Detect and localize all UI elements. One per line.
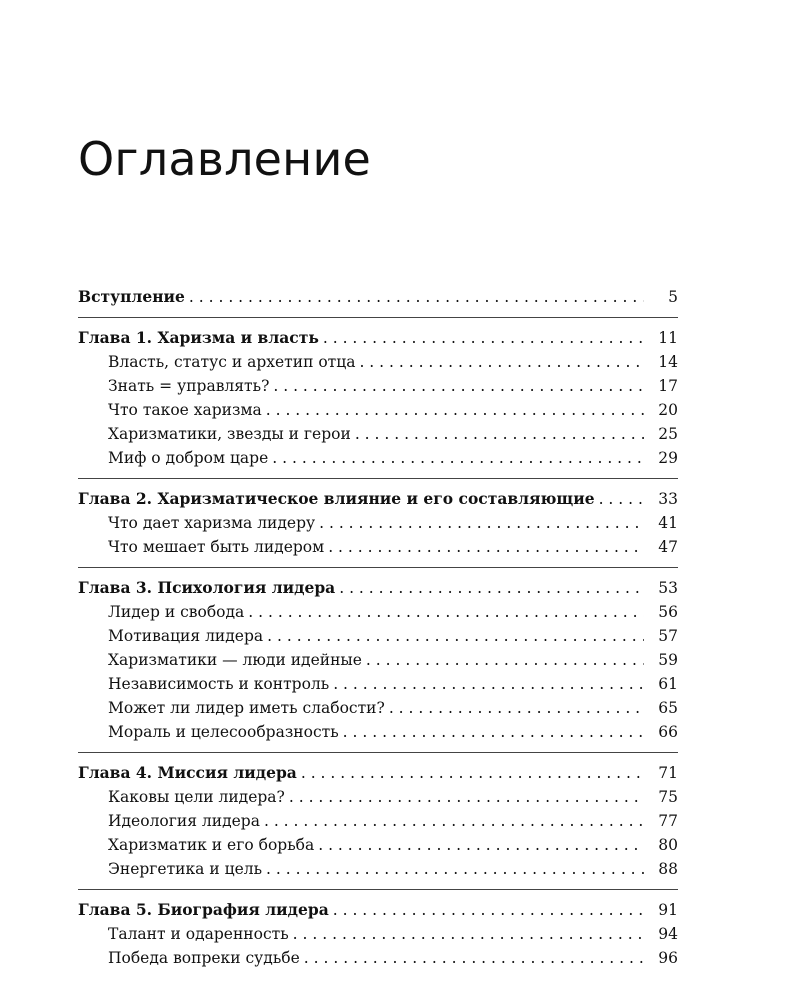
section-title: Энергетика и цель bbox=[108, 860, 263, 878]
toc-chapter-entry[interactable] bbox=[78, 898, 678, 922]
toc-chapter-entry[interactable] bbox=[78, 326, 678, 350]
page-number: 5 bbox=[668, 288, 678, 306]
page-number: 57 bbox=[658, 627, 678, 645]
dot-leader bbox=[185, 285, 644, 309]
page-number: 33 bbox=[658, 490, 678, 508]
toc-section-entry[interactable] bbox=[78, 857, 678, 881]
dot-leader bbox=[339, 720, 644, 744]
toc-chapter-group bbox=[78, 285, 678, 318]
toc-section-entry[interactable] bbox=[78, 511, 678, 535]
chapter-title: Глава 1. Харизма и власть bbox=[78, 328, 319, 347]
page-number: 25 bbox=[658, 425, 678, 443]
dot-leader bbox=[595, 487, 644, 511]
toc-chapter-group bbox=[78, 487, 678, 568]
page-number: 61 bbox=[658, 675, 678, 693]
toc-section-entry[interactable] bbox=[78, 720, 678, 744]
section-title: Что дает харизма лидеру bbox=[108, 514, 316, 532]
page-number: 88 bbox=[658, 860, 678, 878]
section-title: Что мешает быть лидером bbox=[108, 538, 325, 556]
toc-chapter-group bbox=[78, 898, 678, 970]
dot-leader bbox=[362, 648, 644, 672]
page-number: 56 bbox=[658, 603, 678, 621]
chapter-title: Глава 3. Психология лидера bbox=[78, 578, 336, 597]
dot-leader bbox=[355, 350, 644, 374]
dot-leader bbox=[315, 511, 644, 535]
section-title: Власть, статус и архетип отца bbox=[108, 353, 356, 371]
toc-section-entry[interactable] bbox=[78, 624, 678, 648]
section-title: Мотивация лидера bbox=[108, 627, 264, 645]
divider bbox=[78, 317, 678, 318]
toc-section-entry[interactable] bbox=[78, 535, 678, 559]
section-title: Талант и одаренность bbox=[108, 925, 289, 943]
page-number: 29 bbox=[658, 449, 678, 467]
section-title: Каковы цели лидера? bbox=[108, 788, 285, 806]
toc-section-entry[interactable] bbox=[78, 422, 678, 446]
toc-section-entry[interactable] bbox=[78, 600, 678, 624]
section-title: Харизматики, звезды и герои bbox=[108, 425, 351, 443]
page-number: 59 bbox=[658, 651, 678, 669]
section-title: Независимость и контроль bbox=[108, 675, 330, 693]
toc-section-entry[interactable] bbox=[78, 398, 678, 422]
toc-section-entry[interactable] bbox=[78, 696, 678, 720]
page-number: 47 bbox=[658, 538, 678, 556]
dot-leader bbox=[335, 576, 644, 600]
page-number: 91 bbox=[658, 901, 678, 919]
toc-section-entry[interactable] bbox=[78, 672, 678, 696]
dot-leader bbox=[285, 785, 644, 809]
toc-section-entry[interactable] bbox=[78, 374, 678, 398]
page-number: 80 bbox=[658, 836, 678, 854]
section-title: Победа вопреки судьбе bbox=[108, 949, 300, 967]
section-title: Идеология лидера bbox=[108, 812, 260, 830]
toc-chapter-entry[interactable] bbox=[78, 761, 678, 785]
dot-leader bbox=[260, 809, 644, 833]
dot-leader bbox=[385, 696, 644, 720]
chapter-title: Вступление bbox=[78, 287, 185, 306]
page-number: 11 bbox=[658, 329, 678, 347]
dot-leader bbox=[329, 898, 644, 922]
page-number: 71 bbox=[658, 764, 678, 782]
page-number: 14 bbox=[658, 353, 678, 371]
toc-chapter-group bbox=[78, 326, 678, 479]
dot-leader bbox=[263, 624, 644, 648]
toc-section-entry[interactable] bbox=[78, 946, 678, 970]
page-number: 96 bbox=[658, 949, 678, 967]
page-number: 20 bbox=[658, 401, 678, 419]
toc-section-entry[interactable] bbox=[78, 809, 678, 833]
dot-leader bbox=[314, 833, 644, 857]
page-title: Оглавление bbox=[78, 132, 372, 186]
page-number: 17 bbox=[658, 377, 678, 395]
dot-leader bbox=[262, 398, 644, 422]
toc-section-entry[interactable] bbox=[78, 648, 678, 672]
page-number: 77 bbox=[658, 812, 678, 830]
chapter-title: Глава 2. Харизматическое влияние и его составляющие bbox=[78, 489, 595, 508]
toc-section-entry[interactable] bbox=[78, 350, 678, 374]
section-title: Мораль и целесообразность bbox=[108, 723, 339, 741]
dot-leader bbox=[351, 422, 644, 446]
toc-section-entry[interactable] bbox=[78, 833, 678, 857]
toc-section-entry[interactable] bbox=[78, 922, 678, 946]
dot-leader bbox=[262, 857, 644, 881]
toc-chapter-group bbox=[78, 761, 678, 890]
section-title: Харизматики — люди идейные bbox=[108, 651, 362, 669]
section-title: Миф о добром царе bbox=[108, 449, 269, 467]
toc-chapter-group bbox=[78, 576, 678, 753]
chapter-title: Глава 4. Миссия лидера bbox=[78, 763, 297, 782]
page-number: 75 bbox=[658, 788, 678, 806]
toc-chapter-entry[interactable] bbox=[78, 285, 678, 309]
page-number: 65 bbox=[658, 699, 678, 717]
section-title: Знать = управлять? bbox=[108, 377, 270, 395]
dot-leader bbox=[297, 761, 644, 785]
page-number: 41 bbox=[658, 514, 678, 532]
divider bbox=[78, 889, 678, 890]
dot-leader bbox=[324, 535, 644, 559]
chapter-title: Глава 5. Биография лидера bbox=[78, 900, 329, 919]
dot-leader bbox=[289, 922, 644, 946]
divider bbox=[78, 567, 678, 568]
divider bbox=[78, 752, 678, 753]
dot-leader bbox=[319, 326, 644, 350]
page-number: 66 bbox=[658, 723, 678, 741]
dot-leader bbox=[329, 672, 644, 696]
dot-leader bbox=[269, 374, 644, 398]
table-of-contents bbox=[78, 285, 678, 970]
page-number: 53 bbox=[658, 579, 678, 597]
section-title: Что такое харизма bbox=[108, 401, 262, 419]
dot-leader bbox=[300, 946, 644, 970]
divider bbox=[78, 478, 678, 479]
toc-section-entry[interactable] bbox=[78, 446, 678, 470]
toc-chapter-entry[interactable] bbox=[78, 487, 678, 511]
section-title: Может ли лидер иметь слабости? bbox=[108, 699, 385, 717]
toc-section-entry[interactable] bbox=[78, 785, 678, 809]
dot-leader bbox=[244, 600, 644, 624]
toc-chapter-entry[interactable] bbox=[78, 576, 678, 600]
section-title: Харизматик и его борьба bbox=[108, 836, 315, 854]
section-title: Лидер и свобода bbox=[108, 603, 245, 621]
page-number: 94 bbox=[658, 925, 678, 943]
dot-leader bbox=[268, 446, 644, 470]
